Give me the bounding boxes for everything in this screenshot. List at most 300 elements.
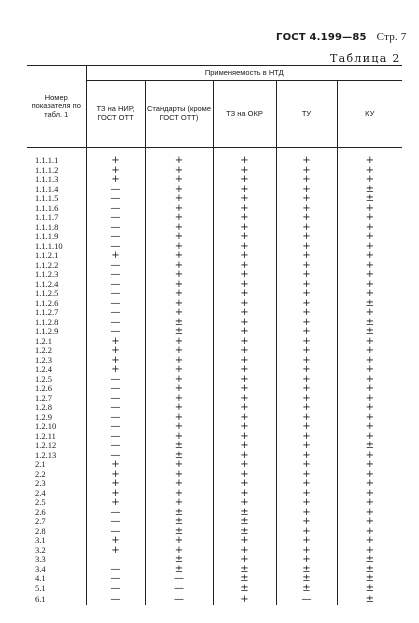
applicability-cell: +: [276, 441, 337, 451]
applicability-cell: +: [337, 546, 402, 556]
applicability-cell: +: [213, 536, 276, 546]
applicability-cell: +: [337, 365, 402, 375]
applicability-cell: —: [86, 204, 145, 214]
applicability-cell: +: [213, 375, 276, 385]
applicability-cell: ±: [145, 318, 213, 328]
table-row: [27, 470, 402, 480]
column-header: ТЗ на ОКР: [213, 81, 276, 148]
applicability-cell: +: [337, 394, 402, 404]
applicability-cell: +: [213, 489, 276, 499]
applicability-cell: +: [213, 185, 276, 195]
applicability-cell: +: [213, 432, 276, 442]
applicability-cell: —: [86, 584, 145, 594]
table-row: [27, 460, 402, 470]
applicability-cell: —: [86, 413, 145, 423]
row-label: 2.8: [35, 526, 46, 536]
applicability-cell: ±: [276, 584, 337, 594]
table-row: [27, 261, 402, 271]
row-label: 6.1: [35, 593, 46, 604]
row-label: 5.1: [35, 583, 46, 593]
applicability-cell: +: [145, 460, 213, 470]
row-label: 1.1.2.3: [35, 270, 59, 280]
row-label: 3.1: [35, 536, 46, 546]
applicability-cell: +: [276, 508, 337, 518]
applicability-cell: —: [145, 574, 213, 584]
applicability-cell: +: [276, 280, 337, 290]
row-label: 1.2.4: [35, 365, 52, 375]
table-row: [27, 422, 402, 432]
applicability-cell: +: [86, 489, 145, 499]
row-label: 1.1.1.1: [35, 156, 59, 166]
applicability-cell: +: [145, 213, 213, 223]
applicability-cell: +: [276, 318, 337, 328]
applicability-cell: +: [276, 204, 337, 214]
applicability-cell: ±: [337, 565, 402, 575]
row-label: 1.1.1.3: [35, 175, 59, 185]
applicability-cell: +: [276, 460, 337, 470]
applicability-cell: [86, 555, 145, 565]
applicability-cell: +: [86, 346, 145, 356]
applicability-cell: +: [86, 251, 145, 261]
table-row: [27, 555, 402, 565]
applicability-cell: +: [145, 479, 213, 489]
applicability-cell: +: [276, 270, 337, 280]
applicability-cell: +: [213, 479, 276, 489]
applicability-cell: +: [337, 527, 402, 537]
applicability-cell: +: [276, 185, 337, 195]
applicability-cell: +: [213, 337, 276, 347]
applicability-cell: +: [337, 508, 402, 518]
applicability-cell: +: [145, 536, 213, 546]
applicability-cell: +: [276, 470, 337, 480]
applicability-cell: +: [213, 394, 276, 404]
applicability-cell: +: [337, 451, 402, 461]
applicability-cell: —: [145, 584, 213, 594]
applicability-cell: +: [213, 223, 276, 233]
applicability-cell: +: [337, 223, 402, 233]
applicability-cell: +: [337, 280, 402, 290]
applicability-cell: ±: [213, 574, 276, 584]
row-label: 1.2.13: [35, 450, 57, 460]
table-row: [27, 213, 402, 223]
applicability-cell: +: [276, 166, 337, 176]
applicability-cell: +: [213, 356, 276, 366]
applicability-cell: +: [145, 223, 213, 233]
applicability-cell: +: [213, 299, 276, 309]
applicability-cell: —: [86, 223, 145, 233]
applicability-cell: —: [86, 593, 145, 605]
applicability-cell: +: [213, 498, 276, 508]
applicability-cell: —: [86, 517, 145, 527]
table-row: [27, 479, 402, 489]
applicability-cell: +: [86, 337, 145, 347]
applicability-cell: +: [337, 289, 402, 299]
applicability-cell: ±: [213, 584, 276, 594]
table-row: [27, 270, 402, 280]
applicability-cell: ±: [337, 327, 402, 337]
applicability-cell: ±: [213, 565, 276, 575]
applicability-cell: —: [145, 593, 213, 605]
applicability-cell: +: [337, 403, 402, 413]
applicability-cell: —: [86, 574, 145, 584]
applicability-cell: +: [213, 346, 276, 356]
applicability-cell: ±: [213, 508, 276, 518]
applicability-cell: +: [276, 242, 337, 252]
row-label: 1.1.2.1: [35, 251, 59, 261]
applicability-cell: +: [145, 185, 213, 195]
applicability-cell: +: [145, 394, 213, 404]
table-body: [27, 148, 402, 606]
applicability-cell: +: [276, 555, 337, 565]
applicability-cell: +: [86, 536, 145, 546]
applicability-cell: +: [213, 232, 276, 242]
applicability-cell: ±: [337, 194, 402, 204]
table-row: [27, 565, 402, 575]
row-label: 1.1.2.4: [35, 279, 59, 289]
applicability-cell: +: [337, 204, 402, 214]
applicability-cell: +: [276, 384, 337, 394]
applicability-cell: ±: [276, 574, 337, 584]
table-row: [27, 251, 402, 261]
table-row: [27, 384, 402, 394]
applicability-cell: +: [213, 413, 276, 423]
row-label: 2.5: [35, 498, 46, 508]
row-label: 1.1.2.5: [35, 289, 59, 299]
applicability-cell: +: [276, 251, 337, 261]
row-label: 1.2.11: [35, 431, 56, 441]
applicability-cell: +: [86, 460, 145, 470]
applicability-cell: ±: [145, 565, 213, 575]
applicability-cell: +: [213, 403, 276, 413]
applicability-cell: +: [337, 489, 402, 499]
applicability-cell: +: [337, 308, 402, 318]
applicability-cell: +: [276, 213, 337, 223]
applicability-cell: ±: [337, 318, 402, 328]
applicability-cell: +: [213, 270, 276, 280]
table-row: [27, 194, 402, 204]
applicability-cell: +: [213, 327, 276, 337]
applicability-cell: +: [145, 166, 213, 176]
applicability-cell: ±: [213, 527, 276, 537]
applicability-cell: +: [145, 280, 213, 290]
applicability-cell: +: [276, 289, 337, 299]
row-label: 2.7: [35, 517, 46, 527]
applicability-cell: —: [86, 527, 145, 537]
applicability-cell: +: [145, 375, 213, 385]
row-label: 1.1.1.2: [35, 165, 59, 175]
applicability-cell: —: [276, 593, 337, 605]
applicability-cell: ±: [337, 185, 402, 195]
applicability-cell: +: [145, 422, 213, 432]
row-label: 1.2.2: [35, 346, 52, 356]
applicability-cell: +: [145, 403, 213, 413]
table-row: [27, 536, 402, 546]
applicability-cell: +: [213, 280, 276, 290]
applicability-cell: +: [337, 175, 402, 185]
applicability-cell: +: [213, 422, 276, 432]
table-row: [27, 166, 402, 176]
applicability-cell: +: [213, 175, 276, 185]
applicability-cell: —: [86, 213, 145, 223]
page-number: Стр. 7: [376, 31, 407, 43]
applicability-cell: +: [337, 242, 402, 252]
applicability-cell: +: [145, 489, 213, 499]
applicability-cell: +: [145, 365, 213, 375]
applicability-cell: +: [145, 261, 213, 271]
row-label: 3.2: [35, 545, 46, 555]
applicability-cell: +: [145, 232, 213, 242]
table-row: [27, 489, 402, 499]
applicability-cell: +: [276, 261, 337, 271]
table-row: [27, 498, 402, 508]
table-row: [27, 365, 402, 375]
applicability-cell: +: [86, 166, 145, 176]
applicability-cell: ±: [337, 593, 402, 605]
applicability-cell: +: [276, 337, 337, 347]
applicability-cell: +: [213, 318, 276, 328]
row-label: 2.1: [35, 460, 46, 470]
applicability-cell: +: [276, 403, 337, 413]
applicability-cell: +: [276, 394, 337, 404]
row-label: 1.1.2.9: [35, 327, 59, 337]
applicability-cell: +: [337, 384, 402, 394]
page-header: [276, 31, 407, 43]
row-label: 1.1.2.6: [35, 298, 59, 308]
applicability-cell: +: [337, 536, 402, 546]
applicability-cell: —: [86, 403, 145, 413]
applicability-cell: +: [86, 498, 145, 508]
applicability-cell: +: [276, 346, 337, 356]
applicability-cell: +: [145, 242, 213, 252]
applicability-cell: +: [145, 432, 213, 442]
applicability-cell: +: [213, 555, 276, 565]
applicability-cell: +: [145, 289, 213, 299]
applicability-cell: +: [276, 536, 337, 546]
applicability-cell: +: [337, 270, 402, 280]
table-row: [27, 451, 402, 461]
applicability-cell: +: [213, 460, 276, 470]
applicability-cell: +: [337, 356, 402, 366]
applicability-cell: +: [86, 479, 145, 489]
applicability-cell: —: [86, 280, 145, 290]
applicability-cell: +: [145, 194, 213, 204]
applicability-cell: +: [337, 261, 402, 271]
table-row: [27, 318, 402, 328]
applicability-cell: ±: [145, 451, 213, 461]
applicability-cell: +: [337, 166, 402, 176]
applicability-cell: —: [86, 508, 145, 518]
applicability-cell: —: [86, 308, 145, 318]
applicability-cell: +: [337, 346, 402, 356]
applicability-table: [27, 65, 402, 605]
table-row: [27, 508, 402, 518]
applicability-cell: +: [276, 517, 337, 527]
row-label: 2.3: [35, 479, 46, 489]
row-label: 1.1.1.6: [35, 203, 59, 213]
applicability-cell: +: [213, 156, 276, 166]
applicability-cell: +: [213, 451, 276, 461]
applicability-cell: +: [337, 479, 402, 489]
applicability-cell: —: [86, 299, 145, 309]
applicability-cell: +: [337, 413, 402, 423]
applicability-cell: +: [145, 204, 213, 214]
applicability-cell: +: [337, 432, 402, 442]
applicability-cell: +: [213, 308, 276, 318]
applicability-cell: ±: [145, 517, 213, 527]
row-label: 1.1.2.7: [35, 308, 59, 318]
applicability-cell: +: [145, 356, 213, 366]
applicability-cell: +: [86, 356, 145, 366]
applicability-cell: +: [145, 299, 213, 309]
applicability-cell: +: [276, 365, 337, 375]
row-label: 1.1.1.8: [35, 222, 59, 232]
row-label: 1.1.1.10: [35, 241, 63, 251]
table-row: [27, 593, 402, 605]
table-row: [27, 432, 402, 442]
table-row: [27, 356, 402, 366]
column-header: ТЗ на НИР, ГОСТ ОТТ: [86, 81, 145, 148]
applicability-cell: —: [86, 375, 145, 385]
applicability-cell: +: [337, 156, 402, 166]
applicability-cell: +: [337, 470, 402, 480]
applicability-cell: +: [213, 546, 276, 556]
table-row: [27, 232, 402, 242]
applicability-cell: +: [337, 422, 402, 432]
applicability-cell: +: [145, 156, 213, 166]
table-row: [27, 375, 402, 385]
table-row: [27, 308, 402, 318]
row-label: 1.2.7: [35, 393, 52, 403]
column-header: Стандарты (кроме ГОСТ ОТТ): [145, 81, 213, 148]
applicability-cell: +: [213, 204, 276, 214]
applicability-cell: +: [276, 546, 337, 556]
applicability-cell: +: [276, 422, 337, 432]
applicability-cell: ±: [145, 508, 213, 518]
row-label: 1.1.1.9: [35, 232, 59, 242]
applicability-cell: ±: [337, 574, 402, 584]
applicability-cell: +: [276, 223, 337, 233]
table-row: [27, 403, 402, 413]
applicability-cell: ±: [337, 555, 402, 565]
applicability-cell: +: [145, 308, 213, 318]
applicability-cell: +: [86, 175, 145, 185]
applicability-cell: —: [86, 327, 145, 337]
row-label: 3.3: [35, 555, 46, 565]
column-header: КУ: [337, 81, 402, 148]
applicability-cell: +: [145, 270, 213, 280]
table-row: [27, 223, 402, 233]
applicability-cell: —: [86, 394, 145, 404]
row-label: 3.4: [35, 564, 46, 574]
applicability-cell: ±: [337, 299, 402, 309]
applicability-cell: —: [86, 270, 145, 280]
applicability-cell: +: [337, 337, 402, 347]
applicability-cell: —: [86, 289, 145, 299]
applicability-cell: ±: [145, 441, 213, 451]
applicability-cell: +: [276, 156, 337, 166]
applicability-cell: —: [86, 261, 145, 271]
applicability-cell: —: [86, 318, 145, 328]
applicability-cell: —: [86, 194, 145, 204]
column-header: ТУ: [276, 81, 337, 148]
applicability-cell: +: [213, 593, 276, 605]
applicability-cell: +: [145, 337, 213, 347]
table-row: [27, 413, 402, 423]
table-row: [27, 441, 402, 451]
standard-number: ГОСТ 4.199—85: [276, 32, 367, 43]
applicability-cell: +: [213, 261, 276, 271]
applicability-cell: +: [213, 441, 276, 451]
applicability-cell: +: [276, 308, 337, 318]
applicability-cell: +: [213, 166, 276, 176]
table-row: [27, 517, 402, 527]
applicability-cell: —: [86, 432, 145, 442]
applicability-cell: +: [276, 327, 337, 337]
applicability-cell: +: [213, 384, 276, 394]
row-header: Номер показателя по табл. 1: [27, 66, 86, 148]
applicability-cell: +: [276, 432, 337, 442]
applicability-cell: +: [276, 527, 337, 537]
applicability-cell: ±: [145, 555, 213, 565]
table-row: [27, 394, 402, 404]
applicability-cell: +: [337, 460, 402, 470]
applicability-cell: +: [276, 498, 337, 508]
applicability-cell: —: [86, 441, 145, 451]
applicability-cell: +: [86, 365, 145, 375]
row-label: 1.2.1: [35, 336, 52, 346]
table-row: [27, 280, 402, 290]
row-label: 1.2.12: [35, 441, 57, 451]
applicability-cell: +: [337, 232, 402, 242]
table-row: [27, 175, 402, 185]
applicability-cell: ±: [337, 584, 402, 594]
applicability-cell: +: [276, 194, 337, 204]
applicability-cell: +: [145, 498, 213, 508]
applicability-cell: +: [337, 517, 402, 527]
applicability-cell: +: [145, 251, 213, 261]
applicability-cell: —: [86, 185, 145, 195]
applicability-cell: ±: [145, 527, 213, 537]
applicability-cell: ±: [145, 327, 213, 337]
row-label: 1.1.1.7: [35, 213, 59, 223]
applicability-cell: —: [86, 565, 145, 575]
applicability-cell: +: [276, 413, 337, 423]
applicability-cell: +: [213, 194, 276, 204]
table-row: [27, 204, 402, 214]
row-label: 1.1.1.4: [35, 184, 59, 194]
applicability-cell: +: [145, 546, 213, 556]
table-row: [27, 574, 402, 584]
table-row: [27, 242, 402, 252]
row-label: 1.2.5: [35, 374, 52, 384]
applicability-cell: ±: [213, 517, 276, 527]
applicability-cell: +: [276, 356, 337, 366]
applicability-cell: +: [213, 242, 276, 252]
applicability-cell: —: [86, 451, 145, 461]
applicability-cell: +: [145, 413, 213, 423]
applicability-cell: —: [86, 232, 145, 242]
table-row: [27, 546, 402, 556]
row-label: 2.4: [35, 488, 46, 498]
applicability-cell: ±: [337, 441, 402, 451]
applicability-cell: +: [213, 251, 276, 261]
applicability-cell: ±: [276, 565, 337, 575]
row-label: 1.1.1.5: [35, 194, 59, 204]
row-label: 2.6: [35, 507, 46, 517]
row-label: 1.2.10: [35, 422, 57, 432]
applicability-cell: +: [145, 175, 213, 185]
applicability-cell: +: [213, 365, 276, 375]
